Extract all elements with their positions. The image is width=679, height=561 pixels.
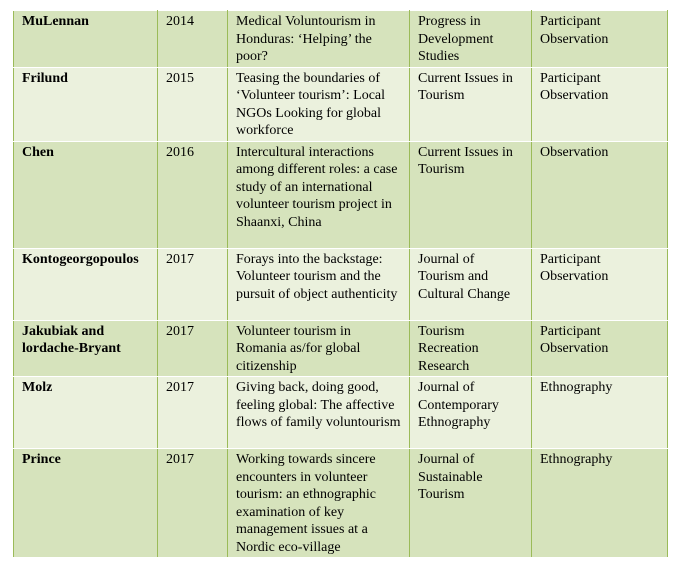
- title-cell: Working towards sincere encounters in volunteer tourism: an ethnographic examination of key management issues at a Nordic eco-village: [228, 449, 410, 558]
- table-row: [14, 11, 668, 68]
- method-cell: Participant Observation: [532, 248, 668, 320]
- journal-cell: Current Issues in Tourism: [410, 67, 532, 141]
- method-cell: Observation: [532, 141, 668, 248]
- year-cell: 2015: [158, 67, 228, 141]
- year-cell: 2017: [158, 248, 228, 320]
- author-cell: Prince: [14, 449, 158, 558]
- method-cell: Participant Observation: [532, 320, 668, 377]
- title-cell: Giving back, doing good, feeling global: The affective flows of family voluntourism: [228, 377, 410, 449]
- journal-cell: Journal of Sustainable Tourism: [410, 449, 532, 558]
- author-cell: Chen: [14, 141, 158, 248]
- journal-cell: Progress in Development Studies: [410, 11, 532, 68]
- title-cell: Volunteer tourism in Romania as/for global citizenship: [228, 320, 410, 377]
- journal-cell: Journal of Tourism and Cultural Change: [410, 248, 532, 320]
- table-row: [14, 248, 668, 320]
- literature-table: [13, 10, 668, 558]
- year-cell: 2017: [158, 449, 228, 558]
- author-cell: Jakubiak and lordache-Bryant: [14, 320, 158, 377]
- method-cell: Participant Observation: [532, 11, 668, 68]
- journal-cell: Tourism Recreation Research: [410, 320, 532, 377]
- author-cell: Kontogeorgopoulos: [14, 248, 158, 320]
- title-cell: Intercultural interactions among different roles: a case study of an international volunteer tourism project in Shaanxi, China: [228, 141, 410, 248]
- table-row: [14, 67, 668, 141]
- year-cell: 2017: [158, 377, 228, 449]
- author-cell: Frilund: [14, 67, 158, 141]
- journal-cell: Journal of Contemporary Ethnography: [410, 377, 532, 449]
- year-cell: 2017: [158, 320, 228, 377]
- year-cell: 2014: [158, 11, 228, 68]
- title-cell: Medical Voluntourism in Honduras: ‘Helping’ the poor?: [228, 11, 410, 68]
- author-cell: MuLennan: [14, 11, 158, 68]
- year-cell: 2016: [158, 141, 228, 248]
- table-row: [14, 449, 668, 558]
- title-cell: Teasing the boundaries of ‘Volunteer tourism’: Local NGOs Looking for global workforce: [228, 67, 410, 141]
- literature-table-container: [13, 10, 668, 558]
- method-cell: Ethnography: [532, 377, 668, 449]
- title-cell: Forays into the backstage: Volunteer tourism and the pursuit of object authenticity: [228, 248, 410, 320]
- journal-cell: Current Issues in Tourism: [410, 141, 532, 248]
- table-row: [14, 377, 668, 449]
- method-cell: Ethnography: [532, 449, 668, 558]
- table-row: [14, 141, 668, 248]
- method-cell: Participant Observation: [532, 67, 668, 141]
- table-row: [14, 320, 668, 377]
- author-cell: Molz: [14, 377, 158, 449]
